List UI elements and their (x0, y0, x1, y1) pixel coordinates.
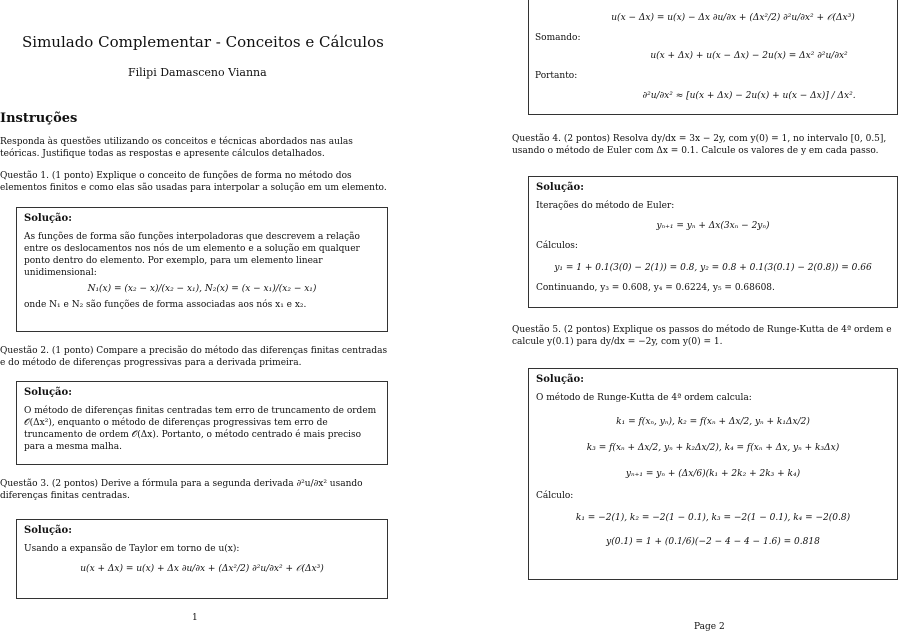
solution-label: Solução: (24, 525, 72, 536)
rk4-k3-k4-equation: k₃ = f(xₙ + Δx/2, yₙ + k₂Δx/2), k₄ = f(xₙ + Δx, yₙ + k₃Δx) (586, 442, 840, 453)
rk4-k-values-equation: k₁ = −2(1), k₂ = −2(1 − 0.1), k₃ = −2(1 − 0.1), k₄ = −2(0.8) (575, 513, 851, 524)
page-1 (0, 0, 396, 634)
solution-label: Solução: (536, 182, 584, 193)
instructions-paragraph: Responda às questões utilizando os conceitos e técnicas abordados nas aulas teóricas. Justifique todas as respostas e apresente cálculos detalhados. (0, 137, 353, 160)
solution-box-q3 (16, 519, 388, 599)
solution-box-q4 (528, 176, 898, 308)
label-portanto: Portanto: (535, 71, 578, 81)
question-3: Questão 3. (2 pontos) Derive a fórmula para a segunda derivada ∂²u/∂x² usando diferenças finitas centradas. (0, 479, 363, 502)
question-2: Questão 2. (1 ponto) Compare a precisão do método das diferenças finitas centradas e do método de diferenças progressivas para a derivada primeira. (0, 346, 388, 369)
question-4: Questão 4. (2 pontos) Resolva dy/dx = 3x − 2y, com y(0) = 1, no intervalo [0, 0.5], usando o método de Euler com Δx = 0.1. Calcule os valores de y em cada passo. (512, 134, 887, 157)
author-name: Filipi Damasceno Vianna (128, 66, 267, 79)
sum-equation: u(x + Δx) + u(x − Δx) − 2u(x) = Δx² ∂²u/∂x² (650, 51, 848, 61)
solution-text: Usando a expansão de Taylor em torno de u(x): (24, 543, 240, 554)
document-title: Simulado Complementar - Conceitos e Cálculos (22, 33, 384, 51)
taylor-expansion-equation: u(x + Δx) = u(x) + Δx ∂u/∂x + (Δx²/2) ∂²u/∂x² + 𝒪(Δx³) (80, 563, 324, 574)
second-derivative-equation: ∂²u/∂x² ≈ [u(x + Δx) − 2u(x) + u(x − Δx)] / Δx². (642, 91, 856, 101)
solution-box-q1 (16, 207, 388, 332)
solution-line: Iterações do método de Euler: (536, 200, 675, 211)
euler-calculation-equation: y₁ = 1 + 0.1(3(0) − 2(1)) = 0.8, y₂ = 0.8 + 0.1(3(0.1) − 2(0.8)) = 0.66 (554, 262, 872, 273)
solution-label: Solução: (24, 387, 72, 398)
question-5: Questão 5. (2 pontos) Explique os passos do método de Runge-Kutta de 4ª ordem e calcule y(0.1) para dy/dx = −2y, com y(0) = 1. (512, 325, 892, 348)
solution-label: Solução: (24, 213, 72, 224)
solution-box-q5 (528, 368, 898, 580)
page-2 (512, 0, 903, 634)
solution-label: Solução: (536, 374, 584, 385)
solution-line: O método de Runge-Kutta de 4ª ordem calcula: (536, 392, 752, 403)
solution-box-q2 (16, 381, 388, 465)
shape-function-equation: N₁(x) = (x₂ − x)/(x₂ − x₁), N₂(x) = (x − x₁)/(x₂ − x₁) (87, 284, 317, 295)
rk4-result-equation: y(0.1) = 1 + (0.1/6)(−2 − 4 − 4 − 1.6) = 0.818 (606, 537, 820, 548)
page-number: Page 2 (694, 622, 725, 632)
rk4-k1-k2-equation: k₁ = f(xₙ, yₙ), k₂ = f(xₙ + Δx/2, yₙ + k₁Δx/2) (616, 416, 810, 427)
solution-tail: Continuando, y₃ = 0.608, y₄ = 0.6224, y₅ = 0.68608. (536, 283, 775, 294)
label-somando: Somando: (535, 33, 581, 43)
euler-iteration-equation: yₙ₊₁ = yₙ + Δx(3xₙ − 2yₙ) (656, 220, 770, 231)
solution-text: O método de diferenças finitas centradas tem erro de truncamento de ordem 𝒪(Δx²), enquanto o método de diferenças progressivas tem erro de truncamento de ordem 𝒪(Δx). Portanto, o método centrado é mais preciso para a mesma malha. (24, 405, 377, 452)
solution-box-q3-continued (528, 0, 898, 115)
solution-text: As funções de forma são funções interpoladoras que descrevem a relação entre os deslocamentos nos nós de um elemento e a solução em qualquer ponto dentro do elemento. Por exemplo, para um elemento linear unidimensional: (24, 231, 360, 278)
taylor-minus-equation: u(x − Δx) = u(x) − Δx ∂u/∂x + (Δx²/2) ∂²u/∂x² + 𝒪(Δx³) (611, 13, 855, 23)
question-1: Questão 1. (1 ponto) Explique o conceito de funções de forma no método dos elementos finitos e como elas são usadas para interpolar a solução em um elemento. (0, 171, 387, 194)
section-heading-instrucoes: Instruções (0, 111, 78, 126)
label-calculo: Cálculo: (536, 491, 574, 502)
solution-tail: onde N₁ e N₂ são funções de forma associadas aos nós x₁ e x₂. (24, 300, 307, 311)
rk4-update-equation: yₙ₊₁ = yₙ + (Δx/6)(k₁ + 2k₂ + 2k₃ + k₄) (625, 468, 801, 479)
page-number: 1 (192, 613, 198, 623)
label-calculos: Cálculos: (536, 240, 578, 251)
